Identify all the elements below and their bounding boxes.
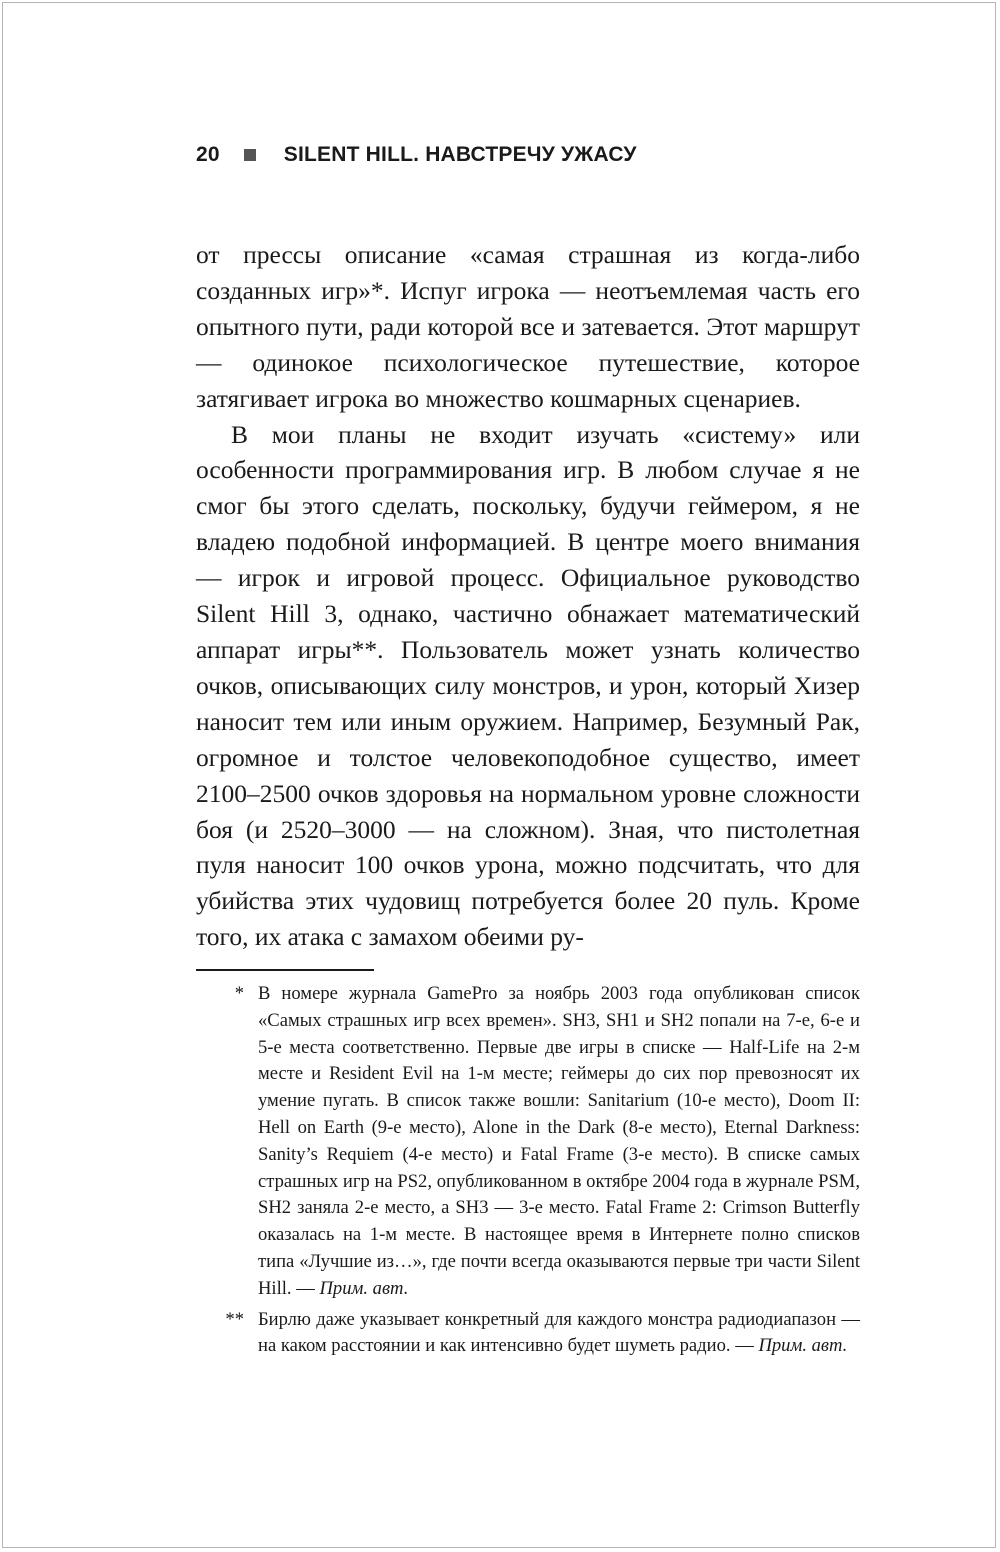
running-head: [196, 143, 637, 167]
body-text: [196, 237, 860, 955]
footnote: [196, 1307, 860, 1361]
footnote-note: Прим. авт.: [319, 1277, 409, 1299]
footnote-divider: [196, 969, 374, 971]
footnotes: [196, 981, 860, 1360]
footnote-mark: **: [225, 1308, 244, 1330]
footnote-mark: *: [234, 983, 244, 1004]
footnote: [196, 981, 860, 1303]
paragraph: В мои планы не входит изучать «систему» или особенности программирования игр. В любом случае я не смог бы этого сделать, поскольку, будучи геймером, я не владею подобной информацией. В центре моего внимания — игрок и игровой процесс. Официальное руководство Silent Hill 3, однако, частично обнажает математический аппарат игры**. Пользователь может узнать количество очков, описывающих силу монстров, и урон, который Хизер наносит тем или иным оружием. Например, Безумный Рак, огромное и толстое человекоподобное существо, имеет 2100–2500 очков здоровья на нормальном уровне сложности боя (и 2520–3000 — на сложном). Зная, что пистолетная пуля наносит 100 очков урона, можно подсчитать, что для убийства этих чудовищ потребуется более 20 пуль. Кроме того, их атака с замахом обеими ру-: [196, 419, 860, 952]
footnote-note: Прим. авт.: [758, 1335, 848, 1357]
footnote-body: [258, 1307, 860, 1361]
book-title: SILENT HILL. НАВСТРЕЧУ УЖАСУ: [283, 143, 637, 166]
footnote-text: В номере журнала GamePro за ноябрь 2003 года опубликован список «Самых страшных игр всех времен». SH3, SH1 и SH2 попали на 7-е, 6-е и 5-е места соответственно. Первые две игры в списке — Half-Life на 2-м месте и Resident Evil на 1-м месте; геймеры до сих пор превозносят их умение пугать. В список также вошли: Sanitarium (10-е место), Doom II: Hell on Earth (9-е место), Alone in the Dark (8-е место), Eternal Darkness: Sanity’s Requiem (4-е место) и Fatal Frame (3-е место). В списке самых страшных игр на PS2, опубликованном в октябре 2004 года в журнале PSM, SH2 заняла 2-е место, а SH3 — 3-е место. Fatal Frame 2: Crimson Butterfly оказалась на 1-м месте. В настоящее время в Интернете полно списков типа «Лучшие из…», где почти всегда оказываются первые три части Silent Hill. —: [258, 983, 860, 1299]
footnote-body: [258, 981, 860, 1303]
square-bullet-icon: [244, 149, 256, 161]
page-number: 20: [196, 143, 220, 166]
paragraph: от прессы описание «самая страшная из когда-либо созданных игр»*. Испуг игрока — неотъемлемая часть его опытного пути, ради которой все и затевается. Этот маршрут — одинокое психологическое путешествие, которое затягивает игрока во множество кошмарных сценариев.: [196, 240, 860, 413]
footnote-text: Бирлю даже указывает конкретный для каждого монстра радиодиапазон — на каком расстоянии и как интенсивно будет шуметь радио. —: [258, 1308, 860, 1357]
